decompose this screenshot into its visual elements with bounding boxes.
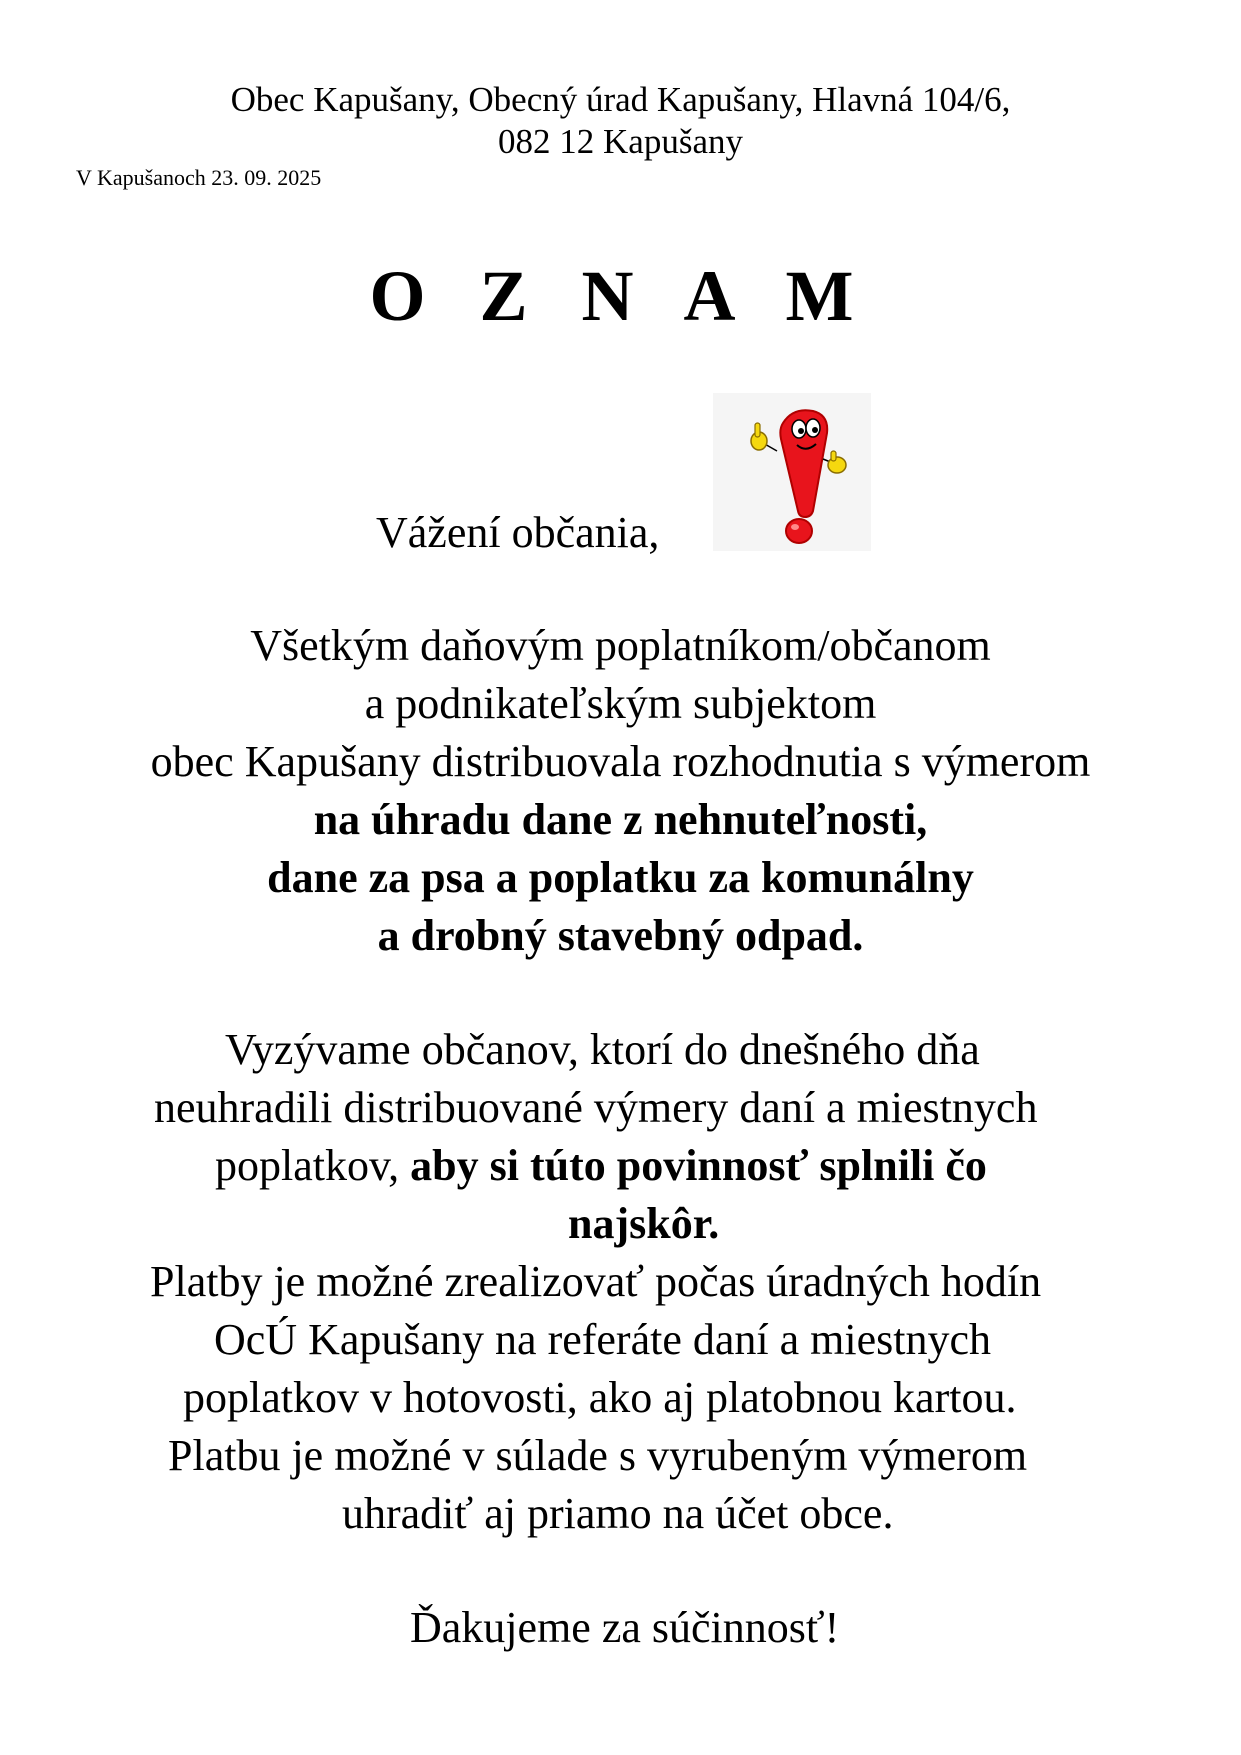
- para2-line4: najskôr.: [568, 1199, 720, 1248]
- header-address-line2: 082 12 Kapušany: [498, 122, 743, 161]
- closing-line: Ďakujeme za súčinnosť!: [410, 1603, 840, 1652]
- para1-line2: a podnikateľským subjektom: [364, 679, 877, 728]
- para2-line3-bold: aby si túto povinnosť splnili čo: [410, 1141, 987, 1190]
- para2-line3-normal: poplatkov,: [215, 1141, 411, 1190]
- para1-line3: obec Kapušany distribuovala rozhodnutia s výmerom: [150, 737, 1091, 786]
- para3-line1: Platby je možné zrealizovať počas úradných hodín: [150, 1257, 1042, 1306]
- exclamation-mark-mascot-icon: [713, 393, 871, 551]
- document-date: V Kapušanoch 23. 09. 2025: [76, 165, 322, 190]
- page-title: O Z N A M: [369, 256, 872, 336]
- para3-line3: poplatkov v hotovosti, ako aj platobnou kartou.: [183, 1373, 1017, 1422]
- header-address-line1: Obec Kapušany, Obecný úrad Kapušany, Hlavná 104/6,: [230, 80, 1011, 119]
- para1-bold-line3: a drobný stavebný odpad.: [377, 911, 864, 960]
- para2-line2: neuhradili distribuované výmery daní a miestnych: [154, 1083, 1038, 1132]
- para1-bold-line2: dane za psa a poplatku za komunálny: [267, 853, 974, 902]
- para1-line1: Všetkým daňovým poplatníkom/občanom: [250, 621, 991, 670]
- para3-line4: Platbu je možné v súlade s vyrubeným výmerom: [168, 1431, 1028, 1480]
- para3-line2: OcÚ Kapušany na referáte daní a miestnych: [214, 1315, 992, 1364]
- para2-line1: Vyzývame občanov, ktorí do dnešného dňa: [225, 1025, 980, 1074]
- greeting: Vážení občania,: [376, 508, 660, 557]
- para3-line5: uhradiť aj priamo na účet obce.: [342, 1489, 894, 1538]
- para2-line3: [215, 1137, 987, 1195]
- para1-bold-line1: na úhradu dane z nehnuteľnosti,: [313, 795, 928, 844]
